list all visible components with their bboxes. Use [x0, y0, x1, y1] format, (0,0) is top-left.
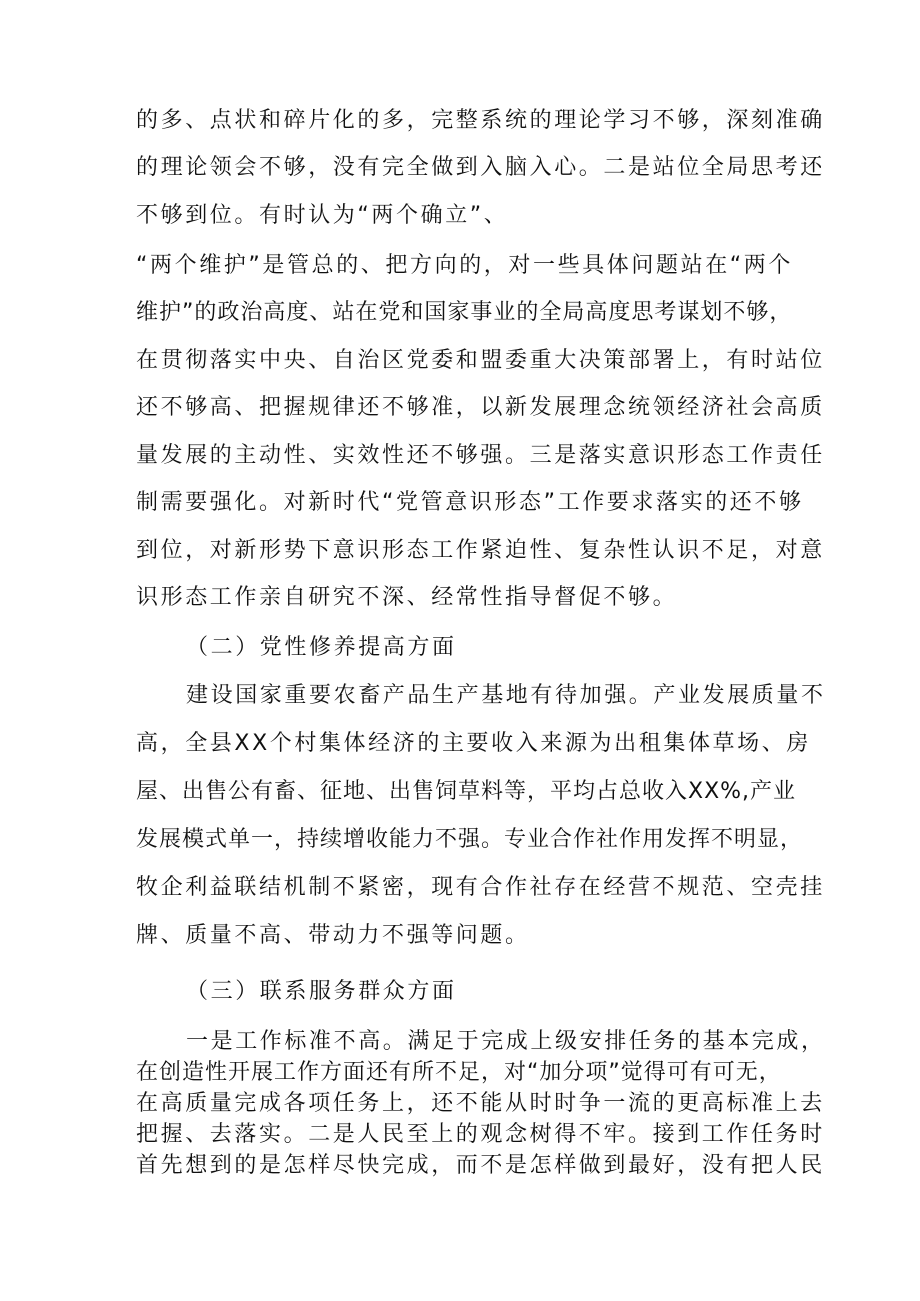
paragraph-line: 把握、去落实。二是人民至上的观念树得不牢。接到工作任务时 — [136, 1122, 825, 1147]
paragraph-line: 首先想到的是怎样尽快完成，而不是怎样做到最好，没有把人民 — [136, 1153, 825, 1178]
paragraph-line: 一是工作标准不高。满足于完成上级安排任务的基本完成， — [186, 1029, 826, 1054]
paragraph-line: 量发展的主动性、实效性还不够强。三是落实意识形态工作责任 — [136, 443, 825, 468]
paragraph-line: 发展模式单一，持续增收能力不强。专业合作社作用发挥不明显， — [136, 827, 804, 852]
paragraph-line: 不够到位。有时认为“两个确立”、 — [136, 203, 509, 228]
paragraph-line: 在高质量完成各项任务上，还不能从时时争一流的更高标准上去 — [136, 1091, 825, 1116]
paragraph-line: 的多、点状和碎片化的多，完整系统的理论学习不够，深刻准确 — [136, 108, 825, 133]
paragraph-line: 牌、质量不高、带动力不强等问题。 — [136, 923, 530, 948]
paragraph-line: 在创造性开展工作方面还有所不足，对“加分项”觉得可有可无， — [136, 1060, 782, 1085]
paragraph-line: 在贯彻落实中央、自治区党委和盟委重大决策部署上，有时站位 — [136, 348, 825, 373]
section-heading: （二）党性修养提高方面 — [186, 635, 457, 660]
paragraph-line: 识形态工作亲自研究不深、经常性指导督促不够。 — [136, 585, 678, 610]
paragraph-line: 屋、出售公有畜、征地、出售饲草料等，平均占总收入XX%,产业 — [136, 779, 797, 804]
paragraph-line: 牧企利益联结机制不紧密，现有合作社存在经营不规范、空壳挂 — [136, 875, 825, 900]
paragraph-line: 高，全县XX个村集体经济的主要收入来源为出租集体草场、房 — [136, 731, 811, 756]
paragraph-line: 建设国家重要农畜产品生产基地有待加强。产业发展质量不 — [186, 683, 826, 708]
paragraph-line: 到位，对新形势下意识形态工作紧迫性、复杂性认识不足，对意 — [136, 538, 825, 563]
paragraph-line: 还不够高、把握规律还不够准，以新发展理念统领经济社会高质 — [136, 395, 825, 420]
paragraph-line: 维护”的政治高度、站在党和国家事业的全局高度思考谋划不够， — [136, 300, 793, 325]
paragraph-line: 制需要强化。对新时代“党管意识形态”工作要求落实的还不够 — [136, 490, 804, 515]
paragraph-line: “两个维护”是管总的、把方向的，对一些具体问题站在“两个 — [136, 253, 793, 278]
section-heading: （三）联系服务群众方面 — [186, 979, 457, 1004]
paragraph-line: 的理论领会不够，没有完全做到入脑入心。二是站位全局思考还 — [136, 155, 825, 180]
